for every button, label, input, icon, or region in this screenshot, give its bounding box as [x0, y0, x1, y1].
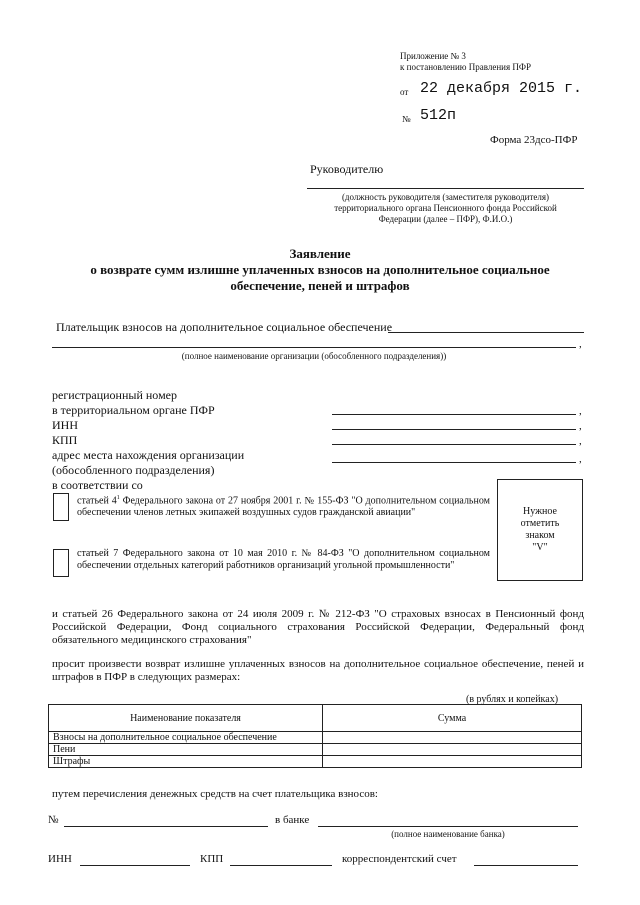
addressee-label: Руководителю — [310, 162, 384, 176]
address-field[interactable] — [332, 462, 576, 463]
option-1-checkbox[interactable] — [53, 493, 69, 521]
sum-cell[interactable] — [323, 756, 582, 768]
mark-note-line-2: отметить — [520, 518, 560, 529]
comma: , — [579, 420, 582, 432]
address-label-2: (обособленного подразделения) — [52, 463, 215, 477]
option-2-text: статьей 7 Федерального закона от 10 мая 2010 г. № 84-ФЗ "О дополнительном социальном обеспечении отдельных категорий работников организаций угольной промышленности" — [77, 548, 490, 571]
bank-inn-field[interactable] — [80, 865, 190, 866]
addressee-hint-2: территориального органа Пенсионного фонда Российской — [334, 203, 557, 213]
amount-table — [48, 704, 582, 768]
document-subtitle-2: обеспечение, пеней и штрафов — [230, 278, 410, 293]
option-2-checkbox[interactable] — [53, 549, 69, 577]
table-header-row — [49, 705, 582, 732]
currency-unit: (в рублях и копейках) — [466, 694, 559, 705]
bank-kpp-label: КПП — [200, 853, 224, 865]
column-header-name: Наименование показателя — [49, 705, 323, 732]
reg-number-label-1: регистрационный номер — [52, 388, 177, 402]
table-row — [49, 732, 582, 744]
bank-label: в банке — [275, 814, 310, 826]
bank-kpp-field[interactable] — [230, 865, 332, 866]
request-text: просит произвести возврат излишне уплаченных взносов на дополнительное социальное обеспечение, пеней и штрафов в ПФР в следующих размерах: — [52, 658, 584, 683]
resolution-reference: к постановлению Правления ПФР — [400, 62, 531, 72]
option-1-text: статьей $4^1$ Федерального закона от 27 ноября 2001 г. № 155-ФЗ "О дополнительном социальном обеспечении членов летных экипажей воздушных судов гражданской авиации" — [77, 495, 490, 519]
resolution-number: 512п — [420, 107, 457, 124]
document-subtitle-1: о возврате сумм излишне уплаченных взносов на дополнительное социальное — [90, 262, 550, 277]
column-header-sum: Сумма — [323, 705, 582, 732]
mark-note-line-3: знаком — [525, 530, 555, 541]
mark-note-line-1: Нужное — [523, 506, 557, 517]
inn-field[interactable] — [332, 429, 576, 430]
kpp-field[interactable] — [332, 444, 576, 445]
form-code: Форма 23дсо-ПФР — [490, 134, 578, 146]
table-row — [49, 744, 582, 756]
appendix-number: Приложение № 3 — [400, 51, 466, 61]
bank-inn-label: ИНН — [48, 853, 72, 865]
mark-note-box — [497, 479, 583, 581]
mark-note-line-4: "V" — [532, 542, 548, 553]
payer-name-line-1[interactable] — [388, 332, 584, 333]
address-label-1: адрес места нахождения организации — [52, 448, 245, 462]
reg-number-field[interactable] — [332, 414, 576, 415]
addressee-hint-3: Федерации (далее – ПФР), Ф.И.О.) — [378, 214, 513, 224]
account-number-label: № — [48, 814, 59, 826]
account-number-field[interactable] — [64, 826, 268, 827]
sum-cell[interactable] — [323, 744, 582, 756]
addressee-line[interactable] — [307, 188, 584, 189]
sum-cell[interactable] — [323, 732, 582, 744]
payer-name-line-2[interactable] — [52, 347, 576, 348]
bank-name-field[interactable] — [318, 826, 578, 827]
addressee-hint-1: (должность руководителя (заместителя руководителя) — [341, 192, 550, 202]
according-label: в соответствии со — [52, 478, 143, 492]
corr-account-label: корреспондентский счет — [342, 853, 457, 865]
table-row — [49, 756, 582, 768]
inn-label: ИНН — [52, 418, 78, 432]
corr-account-field[interactable] — [474, 865, 578, 866]
bank-name-hint: (полное наименование банка) — [391, 829, 505, 839]
row-label: Взносы на дополнительное социальное обеспечение — [49, 732, 323, 744]
comma: , — [579, 453, 582, 465]
law-reference: и статьей 26 Федерального закона от 24 июля 2009 г. № 212-ФЗ "О страховых взносах в Пенсионный фонд Российской Федерации, Фонд социального страхования Российской Федерации, Федеральный фонд обязательного медицинского страхования" — [52, 608, 584, 646]
number-prefix: № — [402, 114, 411, 124]
reg-number-label-2: в территориальном органе ПФР — [52, 403, 215, 417]
date-prefix: от — [400, 87, 409, 97]
comma: , — [579, 338, 582, 350]
row-label: Штрафы — [49, 756, 323, 768]
comma: , — [579, 435, 582, 447]
payer-name-hint: (полное наименование организации (обособленного подразделения)) — [181, 351, 447, 361]
transfer-text: путем перечисления денежных средств на счет плательщика взносов: — [52, 788, 378, 800]
resolution-date: 22 декабря 2015 г. — [420, 80, 583, 97]
comma: , — [579, 405, 582, 417]
row-label: Пени — [49, 744, 323, 756]
mark-note — [498, 506, 582, 554]
kpp-label: КПП — [52, 433, 78, 447]
document-title: Заявление — [289, 246, 351, 261]
payer-label: Плательщик взносов на дополнительное социальное обеспечение — [56, 320, 393, 334]
